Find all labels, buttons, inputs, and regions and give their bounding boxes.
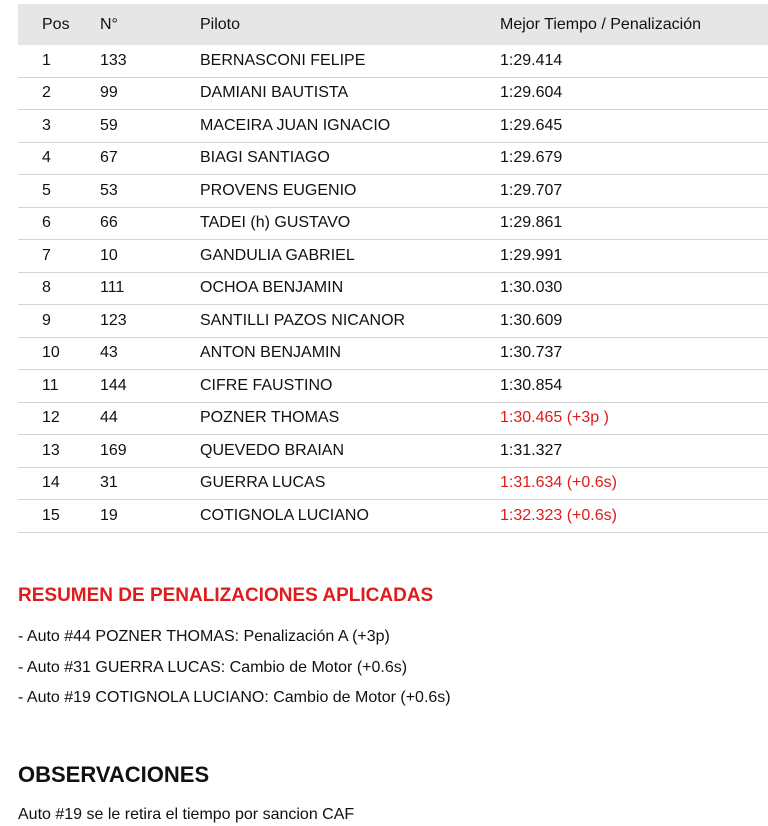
row-number: 123 bbox=[100, 311, 127, 329]
row-number: 67 bbox=[100, 149, 118, 167]
row-driver: MACEIRA JUAN IGNACIO bbox=[200, 116, 391, 134]
penalty-item: - Auto #31 GUERRA LUCAS: Cambio de Motor (+0.6s) bbox=[18, 658, 408, 676]
row-driver: BIAGI SANTIAGO bbox=[200, 149, 330, 167]
row-pos: 1 bbox=[42, 51, 51, 69]
table-row bbox=[18, 305, 768, 338]
row-number: 169 bbox=[100, 441, 127, 459]
row-time: 1:30.030 bbox=[500, 279, 563, 297]
row-time: 1:29.861 bbox=[500, 214, 563, 232]
row-number: 133 bbox=[100, 51, 127, 69]
row-time: 1:32.323 (+0.6s) bbox=[500, 506, 617, 524]
row-driver: ANTON BENJAMIN bbox=[200, 344, 342, 362]
header-driver: Piloto bbox=[200, 15, 241, 33]
row-number: 99 bbox=[100, 84, 118, 102]
table-row bbox=[18, 435, 768, 468]
row-driver: QUEVEDO BRAIAN bbox=[200, 441, 345, 459]
row-driver: SANTILLI PAZOS NICANOR bbox=[200, 311, 406, 329]
row-pos: 13 bbox=[42, 441, 60, 459]
row-number: 144 bbox=[100, 376, 127, 394]
row-time: 1:30.737 bbox=[500, 344, 563, 362]
table-row bbox=[18, 273, 768, 306]
table-row bbox=[18, 78, 768, 111]
table-header bbox=[18, 4, 768, 45]
table-row bbox=[18, 468, 768, 501]
row-pos: 14 bbox=[42, 474, 60, 492]
row-time: 1:30.854 bbox=[500, 376, 563, 394]
table-row bbox=[18, 143, 768, 176]
row-driver: OCHOA BENJAMIN bbox=[200, 279, 344, 297]
row-number: 53 bbox=[100, 181, 118, 199]
table-row bbox=[18, 240, 768, 273]
table-row bbox=[18, 208, 768, 241]
row-time: 1:31.634 (+0.6s) bbox=[500, 474, 617, 492]
row-time: 1:29.414 bbox=[500, 51, 563, 69]
results-table bbox=[18, 4, 768, 533]
header-pos: Pos bbox=[42, 15, 70, 33]
row-pos: 2 bbox=[42, 84, 51, 102]
row-time: 1:30.465 (+3p ) bbox=[500, 409, 609, 427]
row-pos: 15 bbox=[42, 506, 60, 524]
row-pos: 4 bbox=[42, 149, 51, 167]
row-number: 66 bbox=[100, 214, 118, 232]
row-pos: 12 bbox=[42, 409, 60, 427]
row-time: 1:29.707 bbox=[500, 181, 563, 199]
row-driver: BERNASCONI FELIPE bbox=[200, 51, 366, 69]
row-pos: 10 bbox=[42, 344, 60, 362]
row-number: 43 bbox=[100, 344, 118, 362]
table-row bbox=[18, 403, 768, 436]
row-driver: TADEI (h) GUSTAVO bbox=[200, 214, 351, 232]
penalties-title: RESUMEN DE PENALIZACIONES APLICADAS bbox=[18, 585, 434, 606]
row-pos: 3 bbox=[42, 116, 51, 134]
row-number: 31 bbox=[100, 474, 118, 492]
row-driver: DAMIANI BAUTISTA bbox=[200, 84, 349, 102]
penalty-item: - Auto #44 POZNER THOMAS: Penalización A (+3p) bbox=[18, 628, 390, 645]
row-driver: GUERRA LUCAS bbox=[200, 474, 326, 492]
row-number: 111 bbox=[100, 279, 125, 297]
row-driver: CIFRE FAUSTINO bbox=[200, 376, 333, 394]
observations-title: OBSERVACIONES bbox=[18, 762, 210, 787]
table-row bbox=[18, 500, 768, 533]
row-pos: 6 bbox=[42, 214, 51, 232]
row-pos: 5 bbox=[42, 181, 51, 199]
table-body bbox=[18, 45, 768, 533]
table-row bbox=[18, 45, 768, 78]
table-row bbox=[18, 110, 768, 143]
table-row bbox=[18, 338, 768, 371]
row-number: 59 bbox=[100, 116, 118, 134]
row-pos: 7 bbox=[42, 246, 51, 264]
row-driver: COTIGNOLA LUCIANO bbox=[200, 506, 369, 524]
observations-text: Auto #19 se le retira el tiempo por sancion CAF bbox=[18, 806, 355, 823]
row-time: 1:29.991 bbox=[500, 246, 563, 264]
row-number: 10 bbox=[100, 246, 118, 264]
header-time: Mejor Tiempo / Penalización bbox=[500, 15, 701, 33]
row-driver: PROVENS EUGENIO bbox=[200, 181, 357, 199]
table-row bbox=[18, 370, 768, 403]
table-row bbox=[18, 175, 768, 208]
row-pos: 8 bbox=[42, 279, 51, 297]
row-driver: POZNER THOMAS bbox=[200, 409, 340, 427]
penalty-item: - Auto #19 COTIGNOLA LUCIANO: Cambio de Motor (+0.6s) bbox=[18, 689, 451, 706]
row-driver: GANDULIA GABRIEL bbox=[200, 246, 355, 264]
row-number: 19 bbox=[100, 506, 118, 524]
row-time: 1:29.604 bbox=[500, 84, 563, 102]
row-pos: 9 bbox=[42, 311, 51, 329]
header-number: N° bbox=[100, 15, 118, 33]
row-time: 1:29.645 bbox=[500, 116, 563, 134]
row-time: 1:29.679 bbox=[500, 149, 563, 167]
row-time: 1:31.327 bbox=[500, 441, 563, 459]
penalties-list bbox=[18, 625, 451, 717]
row-number: 44 bbox=[100, 409, 118, 427]
row-time: 1:30.609 bbox=[500, 311, 563, 329]
row-pos: 11 bbox=[42, 376, 59, 394]
